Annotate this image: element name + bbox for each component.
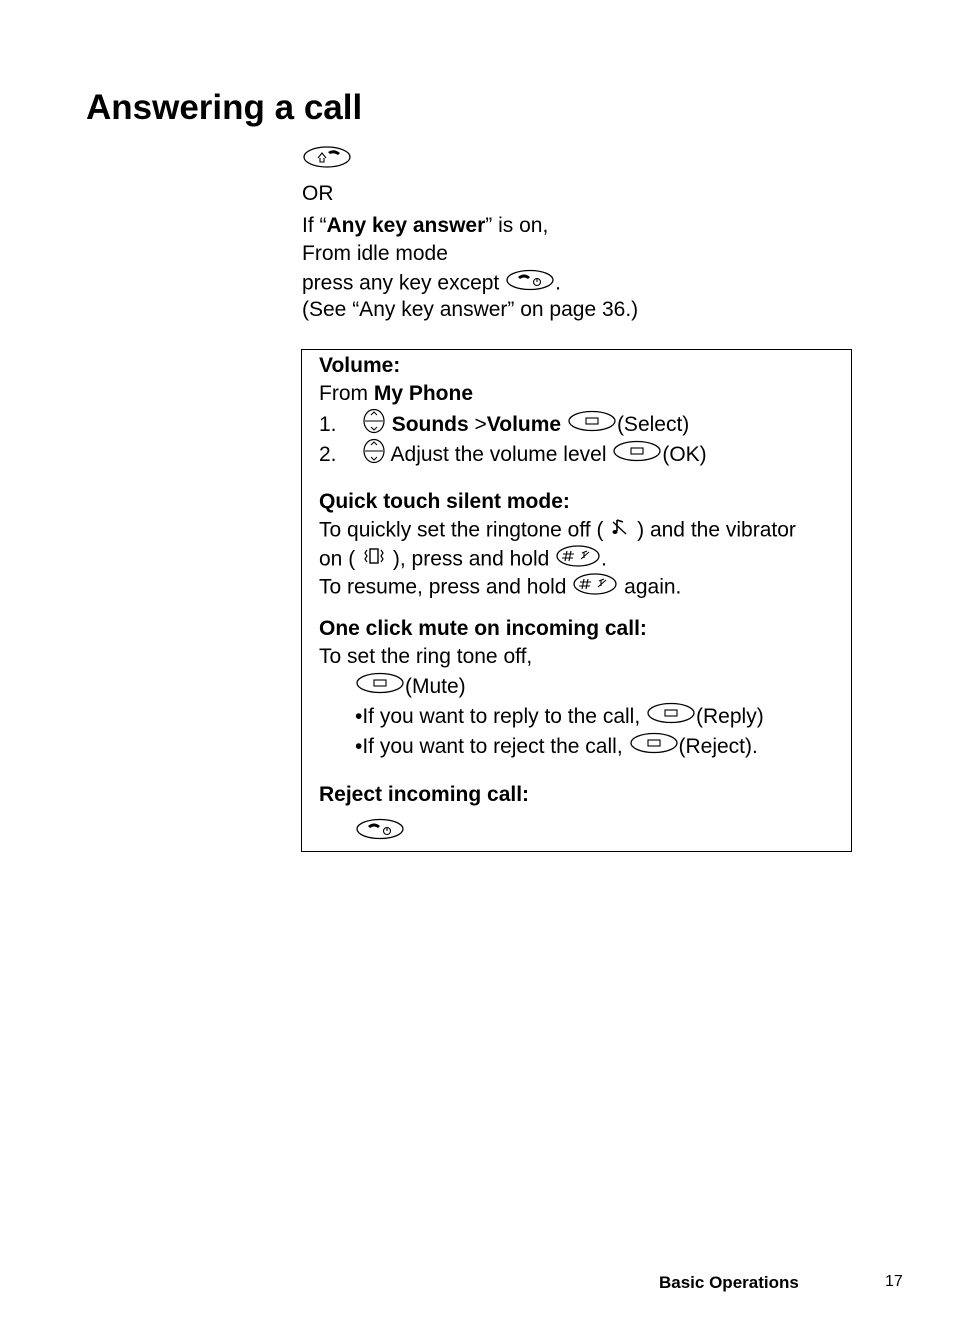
text-fragment: If “	[302, 214, 327, 237]
send-key-icon	[302, 144, 352, 178]
page-title: Answering a call	[86, 88, 363, 127]
silent-line-3	[319, 572, 843, 600]
mute-heading: One click mute on incoming call:	[319, 617, 647, 640]
ok-action: (OK)	[662, 443, 707, 467]
reject-action: (Reject).	[678, 735, 758, 759]
hash-key-icon	[572, 572, 618, 604]
footer-section-title: Basic Operations	[659, 1273, 799, 1292]
silent-heading: Quick touch silent mode:	[319, 490, 570, 513]
mute-action: (Mute)	[405, 675, 466, 699]
mute-line-3	[319, 701, 843, 731]
select-action: (Select)	[616, 413, 690, 437]
text-fragment: on (	[319, 547, 356, 571]
vibrator-icon	[361, 545, 387, 575]
idle-mode-line: From idle mode	[302, 242, 448, 265]
volume-heading: Volume:	[319, 354, 401, 377]
reply-action: (Reply)	[696, 705, 764, 729]
silent-line-1	[319, 516, 843, 544]
ringtone-off-icon	[609, 516, 631, 546]
or-label: OR	[302, 182, 334, 205]
reject-heading: Reject incoming call:	[319, 783, 530, 806]
soft-key-icon	[612, 439, 662, 472]
text-fragment: press any key except	[302, 271, 500, 295]
text-fragment: •If you want to reject the call,	[355, 735, 623, 759]
step-number: 2.	[319, 443, 337, 467]
volume-from-line	[319, 380, 843, 408]
soft-key-icon	[355, 671, 405, 704]
mute-line-1: To set the ring tone off,	[319, 645, 533, 668]
text-fragment: .	[555, 271, 561, 295]
text-fragment: From	[319, 382, 374, 405]
answer-instructions	[302, 144, 638, 324]
text-fragment: again.	[624, 575, 682, 599]
text-fragment: ), press and hold	[392, 547, 550, 571]
text-fragment: .	[601, 547, 607, 571]
page-number: 17	[885, 1273, 903, 1290]
any-key-answer-label: Any key answer	[326, 214, 486, 237]
see-reference-line: (See “Any key answer” on page 36.)	[302, 298, 639, 321]
text-fragment: ” is on,	[485, 214, 549, 237]
tips-box	[301, 349, 852, 852]
soft-key-icon	[646, 701, 696, 734]
press-any-key-line	[302, 268, 638, 296]
mute-line-2	[319, 671, 843, 701]
text-fragment: To quickly set the ringtone off (	[319, 518, 604, 542]
end-key-icon	[355, 817, 405, 850]
sounds-label: Sounds	[391, 413, 469, 437]
step-number: 1.	[319, 413, 337, 437]
nav-up-down-icon	[362, 438, 386, 473]
volume-label: Volume	[486, 413, 562, 437]
soft-key-icon	[629, 731, 679, 764]
mute-line-4	[319, 731, 843, 761]
adjust-volume-text: Adjust the volume level	[390, 443, 607, 467]
volume-step-1	[319, 408, 843, 438]
text-fragment: ) and the vibrator	[637, 518, 796, 542]
any-key-line	[302, 212, 638, 240]
send-key-row	[302, 144, 638, 180]
volume-step-2	[319, 438, 843, 468]
text-fragment: >	[468, 413, 487, 437]
text-fragment: To resume, press and hold	[319, 575, 567, 599]
text-fragment: •If you want to reply to the call,	[355, 705, 641, 729]
silent-line-2	[319, 544, 843, 572]
my-phone-label: My Phone	[373, 382, 474, 405]
reject-key-row	[319, 817, 843, 847]
